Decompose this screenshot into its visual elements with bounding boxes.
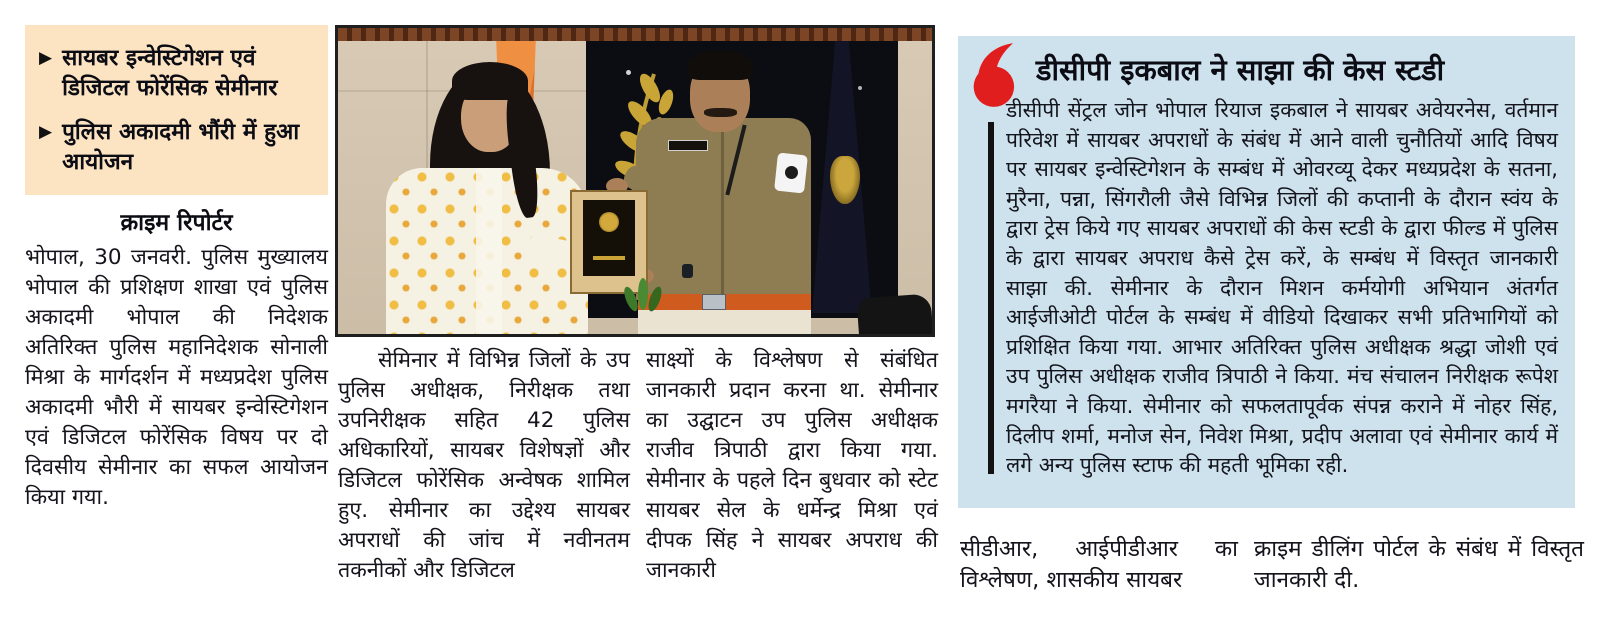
headline-highlight-box [25,25,328,195]
headline-bullet-item [39,43,314,103]
case-study-headline: डीसीपी इकबाल ने साझा की केस स्टडी [1036,53,1445,87]
left-column [25,25,328,513]
bullet-triangle-icon: ▶ [39,122,53,142]
ceiling-strip [338,28,932,41]
continuation-column-1: सीडीआर, आईपीडीआर का विश्लेषण, शासकीय सायबर [960,536,1238,593]
officer-arm-patch-emblem [785,166,798,179]
police-flag-emblem-icon [830,156,860,204]
officer-hair [687,50,753,80]
left-rule [988,122,994,474]
memento-emblem-icon [599,212,619,232]
woman-scarf [476,168,502,337]
article-column-1: सेमिनार में विभिन्न जिलों के उप पुलिस अधीक्षक, निरीक्षक तथा उपनिरीक्षक सहित 42 पुलिस अधिकारियों, सायबर विशेषज्ञों और डिजिटल फोरेंसिक अन्वेषक शामिल हुए. सेमीनार का उद्देश्य सायबर अपराधों की जांच में नवीनतम तकनीकों और डिजिटल [338,348,630,583]
memento-plaque [593,256,625,260]
headline-bullet-text-1: सायबर इन्वेस्टिगेशन एवं डिजिटल फोरेंसिक सेमीनार [62,45,278,101]
bullet-triangle-icon: ▶ [39,48,53,68]
continuation-column-2: क्राइम डीलिंग पोर्टल के संबंध में विस्तृत जानकारी दी. [1254,536,1584,593]
officer-belt-buckle [702,294,726,310]
officer-trousers [638,310,811,337]
officer-uniform-placket [721,124,724,296]
headline-bullet-text-2: पुलिस अकादमी भौंरी में हुआ आयोजन [62,119,300,175]
case-study-box [958,36,1575,508]
officer-mustache [704,108,737,117]
headline-bullet-item [39,117,314,177]
case-study-body: डीसीपी सेंट्रल जोन भोपाल रियाज इकबाल ने सायबर अवेयरनेस, वर्तमान परिवेश में सायबर अपराधों के संबंध में आने वाली चुनौतियों आदि विषय पर सायबर इन्वेस्टिगेशन के सम्बंध में ओवरव्यू देकर मध्यप्रदेश के सतना, मुरैना, पन्ना, सिंगरौली जैसे विभिन्न जिलों की कप्तानी के दौरान स्वंय के द्वारा ट्रेस किये गए सायबर अपराधों की केस स्टडी के द्वारा फील्ड में पुलिस के द्वारा सायबर अपराध कैसे ट्रेस करें, के सम्बंध में विस्तृत जानकारी साझा की. सेमीनार के दौरान मिशन कर्मयोगी अभियान अंतर्गत आईजीओटी पोर्टल के सम्बंध में वीडियो दिखाकर सभी प्रतिभागियों को प्रशिक्षित किया गया. आभार अतिरिक्त पुलिस अधीक्षक श्रद्धा जोशी एवं उप पुलिस अधीक्षक राजीव त्रिपाठी ने किया. मंच संचालन निरीक्षक रूपेश मगरैया ने किया. सेमीनार को सफलतापूर्वक संपन्न कराने में नोहर सिंह, दिलीप शर्मा, मनोज सेन, निवेश मिश्रा, प्रदीप अलावा एवं सेमीनार कार्य में लगे अन्य पुलिस स्टाफ की महती भूमिका रही. [1006,98,1558,478]
byline: क्राइम रिपोर्टर [120,210,233,236]
officer-watch [682,264,693,278]
plant-leaf [638,278,648,310]
backdrop-dot [858,86,862,90]
seminar-photo [335,25,935,337]
officer-nameplate [668,140,708,151]
chair [856,293,933,337]
lead-paragraph: भोपाल, 30 जनवरी. पुलिस मुख्यालय भोपाल की प्रशिक्षण शाखा एवं पुलिस अकादमी भोपाल की निदेशक अतिरिक्त पुलिस महानिदेशक सोनाली मिश्रा के मार्गदर्शन में मध्यप्रदेश पुलिस अकादमी भौरी में सायबर इन्वेस्टिगेशन एवं डिजिटल फोरेंसिक विषय पर दो दिवसीय सेमीनार का सफल आयोजन किया गया. [25,245,328,510]
article-column-2: साक्ष्यों के विश्लेषण से संबंधित जानकारी प्रदान करना था. सेमीनार का उद्घाटन उप पुलिस अधीक्षक राजीव त्रिपाठी द्वारा किया गया. सेमीनार के पहले दिन बुधवार को स्टेट सायबर सेल के धर्मेन्द्र मिश्रा एवं दीपक सिंह ने सायबर अपराध की जानकारी [646,348,938,583]
